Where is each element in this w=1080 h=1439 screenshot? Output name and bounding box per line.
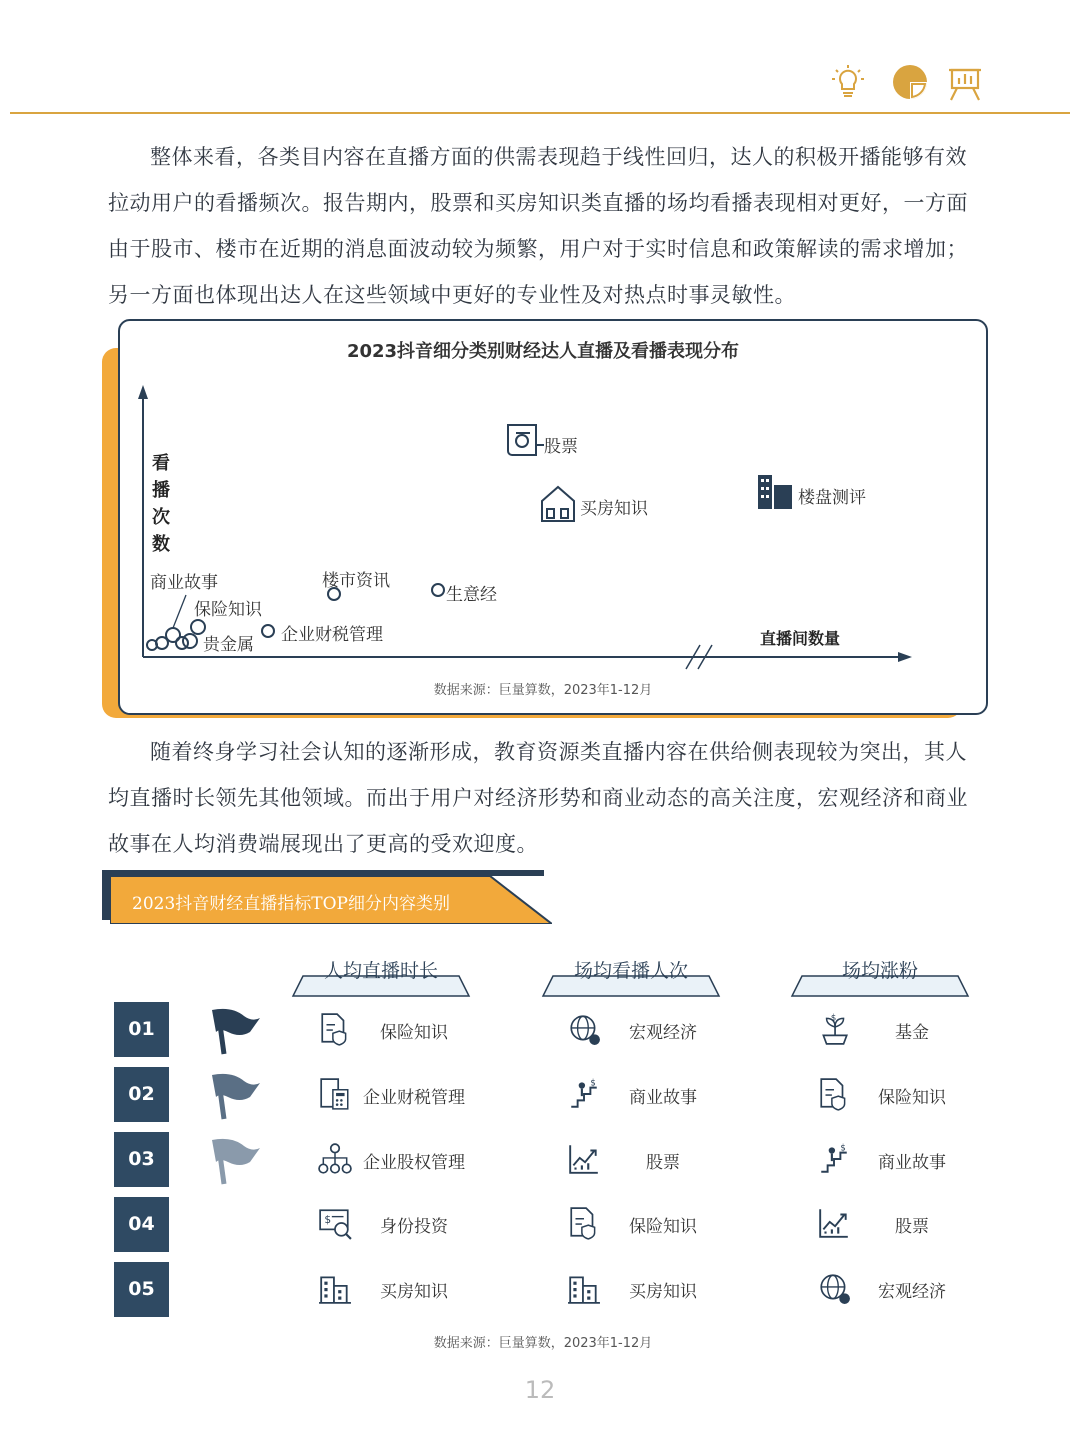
chart-title: 2023抖音细分类别财经达人直播及看播表现分布 <box>346 341 740 362</box>
page-number: 12 <box>524 1376 556 1404</box>
point-qiye-caishui <box>262 625 274 637</box>
table-cell: 企业财税管理 <box>363 1088 465 1108</box>
money-search-icon <box>318 1206 352 1240</box>
table-cell: 企业股权管理 <box>363 1153 465 1173</box>
rank-badge: 05 <box>114 1262 169 1317</box>
calculator-document-icon <box>318 1077 352 1111</box>
table-cell: 股票 <box>895 1217 929 1237</box>
banner-title: 2023抖音财经直播指标TOP细分内容类别 <box>132 894 450 914</box>
document-shield-icon <box>817 1077 851 1111</box>
document-shield-icon <box>567 1206 601 1240</box>
business-stairs-icon <box>567 1077 601 1111</box>
point-building-icon <box>758 475 792 509</box>
table-cell: 保险知识 <box>878 1088 946 1108</box>
x-axis-arrow <box>898 652 912 662</box>
stock-chart-icon <box>817 1206 851 1240</box>
point-label: 商业故事 <box>150 573 218 593</box>
point-cluster <box>156 637 168 649</box>
column-header: 场均涨粉 <box>790 952 970 998</box>
table-source-wrap <box>118 1332 968 1351</box>
column-header: 场均看播人次 <box>541 952 721 998</box>
point-guijinshu <box>183 634 197 648</box>
table-cell: 商业故事 <box>878 1153 946 1173</box>
point-cluster <box>176 637 188 649</box>
table-cell: 保险知识 <box>629 1217 697 1237</box>
table-cell: 商业故事 <box>629 1088 697 1108</box>
point-label: 生意经 <box>446 585 497 605</box>
presentation-chart-icon <box>945 62 985 102</box>
flag-icon <box>204 1067 262 1123</box>
svg-text:$: $ <box>830 1013 837 1024</box>
lightbulb-icon <box>828 62 868 102</box>
table-source: 数据来源：巨量算数，2023年1-12月 <box>433 1336 653 1351</box>
building-icon <box>318 1271 352 1305</box>
rank-badge: 02 <box>114 1067 169 1122</box>
chart-source: 数据来源：巨量算数，2023年1-12月 <box>433 683 653 698</box>
globe-icon <box>817 1271 851 1305</box>
org-chart-icon <box>318 1142 352 1176</box>
chart-x-label: 直播间数量 <box>760 629 841 648</box>
rank-badge: 03 <box>114 1132 169 1187</box>
column-header: 人均直播时长 <box>291 952 471 998</box>
point-label: 楼市资讯 <box>322 571 390 591</box>
table-cell: 股票 <box>646 1153 680 1173</box>
rank-badge: 04 <box>114 1197 169 1252</box>
point-shengyijing <box>432 584 444 596</box>
header-rule <box>10 112 1070 114</box>
table-cell: 基金 <box>895 1023 929 1043</box>
point-label: 贵金属 <box>203 635 254 655</box>
flag-icon <box>204 1002 262 1058</box>
globe-icon <box>567 1012 601 1046</box>
table-cell: 宏观经济 <box>629 1023 697 1043</box>
building-icon <box>567 1271 601 1305</box>
svg-text:$: $ <box>840 1143 846 1154</box>
y-axis-arrow <box>138 385 148 399</box>
document-shield-icon <box>318 1012 352 1046</box>
table-cell: 宏观经济 <box>878 1282 946 1302</box>
chart-source-wrap <box>118 679 968 698</box>
stock-chart-icon <box>567 1142 601 1176</box>
second-paragraph: 随着终身学习社会认知的逐渐形成，教育资源类直播内容在供给侧表现较为突出，其人均直播时长领先其他领域。而出于用户对经济形势和商业动态的高关注度，宏观经济和商业故事在人均消费端展现出了更高的受欢迎度。 <box>108 740 968 856</box>
table-cell: 身份投资 <box>380 1217 448 1237</box>
point-house-icon <box>542 487 574 521</box>
svg-text:$: $ <box>324 1213 332 1226</box>
chart-y-label: 看播次数 <box>152 453 170 555</box>
table-cell: 买房知识 <box>629 1282 697 1302</box>
point-label: 企业财税管理 <box>281 625 383 645</box>
rank-badge: 01 <box>114 1002 169 1057</box>
intro-paragraph: 整体来看，各类目内容在直播方面的供需表现趋于线性回归，达人的积极开播能够有效拉动用户的看播频次。报告期内，股票和买房知识类直播的场均看播表现相对更好，一方面由于股市、楼市在近期的消息面波动较为频繁，用户对于实时信息和政策解读的需求增加；另一方面也体现出达人在这些领域中更好的专业性及对热点时事灵敏性。 <box>108 145 968 307</box>
pie-chart-icon <box>890 62 930 102</box>
flag-icon <box>204 1132 262 1188</box>
point-stock-icon <box>508 425 544 455</box>
point-label: 股票 <box>544 437 578 457</box>
point-label: 买房知识 <box>580 499 648 519</box>
point-label: 保险知识 <box>194 600 262 620</box>
table-cell: 买房知识 <box>380 1282 448 1302</box>
table-cell: 保险知识 <box>380 1023 448 1043</box>
svg-text:$: $ <box>590 1078 596 1089</box>
label-leader-line <box>173 595 186 628</box>
business-stairs-icon <box>817 1142 851 1176</box>
fund-plant-icon <box>817 1012 851 1046</box>
point-label: 楼盘测评 <box>798 488 866 508</box>
